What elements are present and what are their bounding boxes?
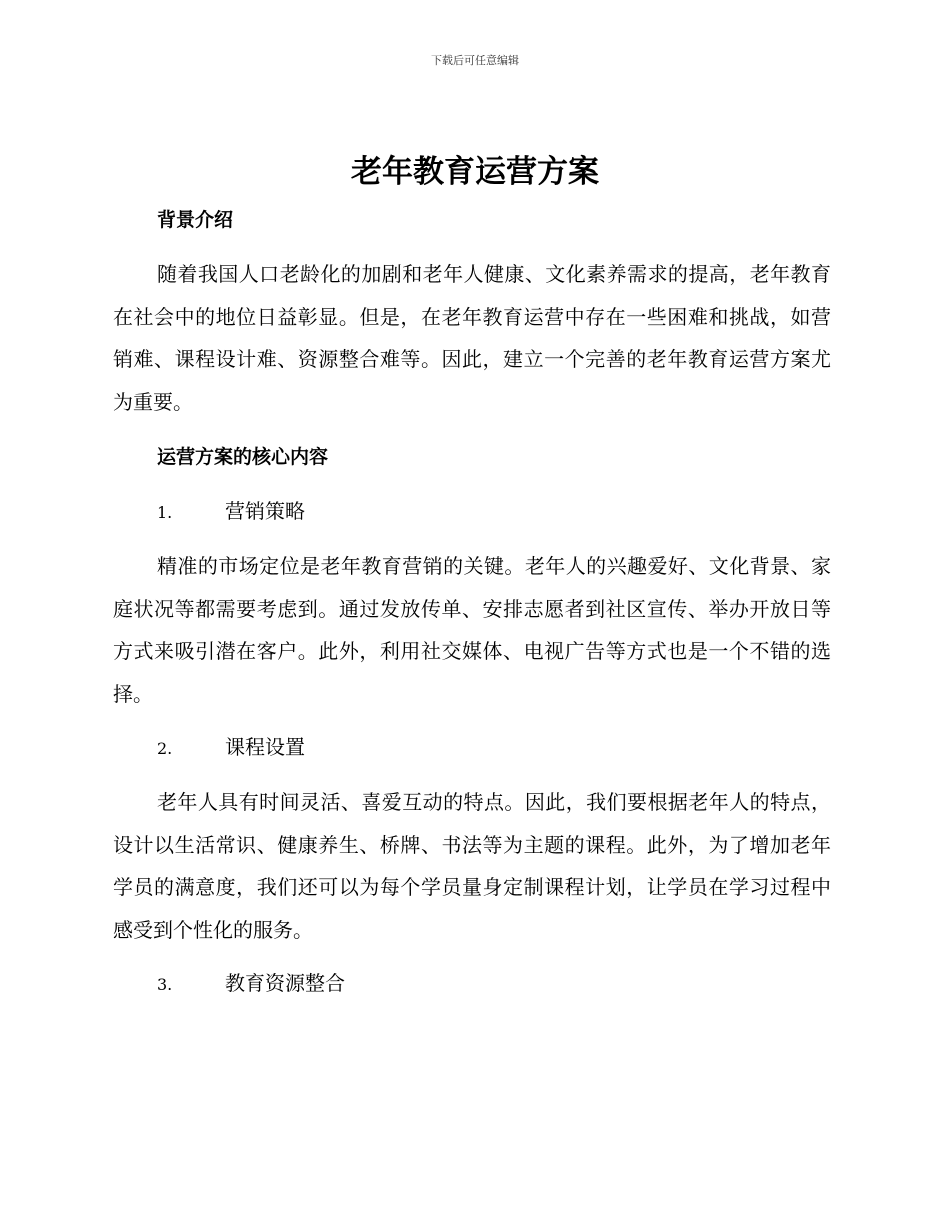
section-heading-core-content: 运营方案的核心内容: [157, 446, 329, 468]
background-paragraph: 随着我国人口老龄化的加剧和老年人健康、文化素养需求的提高，老年教育在社会中的地位日益彰显。但是，在老年教育运营中存在一些困难和挑战，如营销难、课程设计难、资源整合难等。因此，建立一个完善的老年教育运营方案尤为重要。: [113, 262, 831, 414]
marketing-paragraph: 精准的市场定位是老年教育营销的关键。老年人的兴趣爱好、文化背景、家庭状况等都需要考虑到。通过发放传单、安排志愿者到社区宣传、举办开放日等方式来吸引潜在客户。此外，利用社交媒体、电视广告等方式也是一个不错的选择。: [113, 554, 831, 706]
list-item-number: 3.: [157, 975, 173, 994]
list-item-marketing: [157, 497, 305, 527]
curriculum-paragraph: 老年人具有时间灵活、喜爱互动的特点。因此，我们要根据老年人的特点，设计以生活常识、健康养生、桥牌、书法等为主题的课程。此外，为了增加老年学员的满意度，我们还可以为每个学员量身定制课程计划，让学员在学习过程中感受到个性化的服务。: [113, 790, 831, 942]
list-item-title: 课程设置: [225, 735, 305, 759]
list-item-number: 1.: [157, 503, 173, 522]
document-title: 老年教育运营方案: [351, 154, 599, 190]
section-heading-background: 背景介绍: [157, 209, 234, 231]
list-item-number: 2.: [157, 739, 173, 758]
list-item-curriculum: [157, 733, 305, 763]
list-item-resources: [157, 969, 345, 999]
list-item-title: 营销策略: [225, 499, 305, 523]
page-header-note: 下载后可任意编辑: [431, 54, 519, 67]
list-item-title: 教育资源整合: [225, 971, 345, 995]
